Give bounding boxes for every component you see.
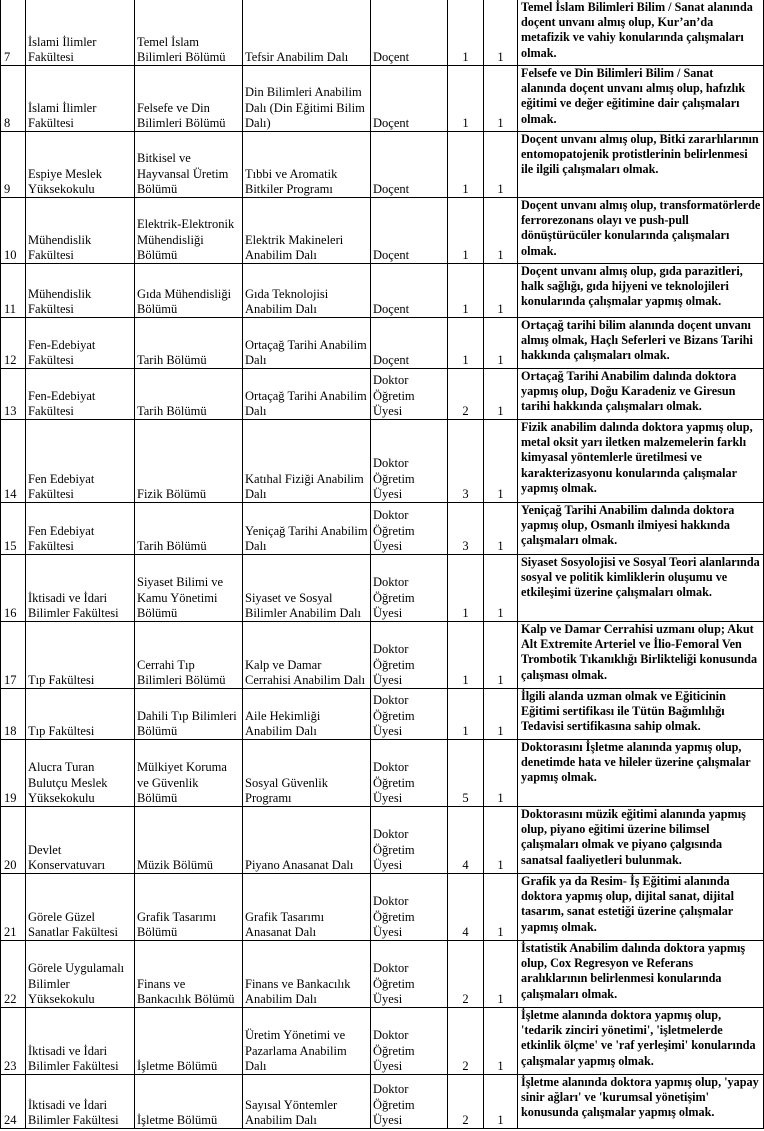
faculty-cell: Devlet Konservatuvarı <box>26 807 135 874</box>
title-cell: Doktor Öğretim Üyesi <box>371 740 448 807</box>
program-cell: Yeniçağ Tarihi Anabilim Dalı <box>243 503 371 555</box>
table-row <box>1 369 764 420</box>
program-cell: Grafik Tasarımı Anasanat Dalı <box>243 874 371 941</box>
faculty-cell: Fen-Edebiyat Fakültesi <box>26 318 135 369</box>
quota-cell: 1 <box>484 66 518 132</box>
department-cell: Fizik Bölümü <box>135 420 243 503</box>
quota-cell: 1 <box>484 198 518 264</box>
row-number: 16 <box>1 555 26 622</box>
table-row <box>1 66 764 132</box>
quota-cell: 1 <box>484 420 518 503</box>
program-cell: Gıda Teknolojisi Anabilim Dalı <box>243 264 371 318</box>
quota-cell: 1 <box>484 264 518 318</box>
count-cell: 3 <box>448 503 484 555</box>
title-cell: Doçent <box>371 66 448 132</box>
row-number: 7 <box>1 0 26 66</box>
count-cell: 1 <box>448 132 484 198</box>
quota-cell: 1 <box>484 555 518 622</box>
table-row <box>1 941 764 1008</box>
program-cell: Ortaçağ Tarihi Anabilim Dalı <box>243 318 371 369</box>
title-cell: Doktor Öğretim Üyesi <box>371 807 448 874</box>
quota-cell: 1 <box>484 132 518 198</box>
count-cell: 1 <box>448 555 484 622</box>
row-number: 22 <box>1 941 26 1008</box>
title-cell: Doçent <box>371 0 448 66</box>
department-cell: Felsefe ve Din Bilimleri Bölümü <box>135 66 243 132</box>
row-number: 8 <box>1 66 26 132</box>
count-cell: 2 <box>448 1008 484 1075</box>
count-cell: 1 <box>448 264 484 318</box>
count-cell: 1 <box>448 689 484 740</box>
row-number: 13 <box>1 369 26 420</box>
department-cell: Tarih Bölümü <box>135 318 243 369</box>
program-cell: Katıhal Fiziği Anabilim Dalı <box>243 420 371 503</box>
department-cell: İşletme Bölümü <box>135 1075 243 1129</box>
department-cell: Tarih Bölümü <box>135 369 243 420</box>
faculty-cell: Espiye Meslek Yüksekokulu <box>26 132 135 198</box>
faculty-cell: Tıp Fakültesi <box>26 689 135 740</box>
description-cell: Ortaçağ tarihi bilim alanında doçent unvanı almış olmak, Haçlı Seferleri ve Bizans Tarihi hakkında çalışmaları olmak. <box>518 318 764 369</box>
department-cell: Tarih Bölümü <box>135 503 243 555</box>
quota-cell: 1 <box>484 0 518 66</box>
row-number: 19 <box>1 740 26 807</box>
description-cell: Yeniçağ Tarihi Anabilim dalında doktora yapmış olup, Osmanlı ilmiyesi hakkında çalışmaları olmak. <box>518 503 764 555</box>
row-number: 18 <box>1 689 26 740</box>
title-cell: Doktor Öğretim Üyesi <box>371 941 448 1008</box>
table-row <box>1 198 764 264</box>
description-cell: Doktorasını müzik eğitimi alanında yapmış olup, piyano eğitimi üzerine bilimsel çalışmaları olmak ve piyano çalgısında sanatsal faaliyetleri bulunmak. <box>518 807 764 874</box>
title-cell: Doçent <box>371 264 448 318</box>
quota-cell: 1 <box>484 689 518 740</box>
program-cell: Sosyal Güvenlik Programı <box>243 740 371 807</box>
faculty-cell: Fen Edebiyat Fakültesi <box>26 503 135 555</box>
faculty-cell: Alucra Turan Bulutçu Meslek Yüksekokulu <box>26 740 135 807</box>
title-cell: Doçent <box>371 198 448 264</box>
table-row <box>1 689 764 740</box>
row-number: 15 <box>1 503 26 555</box>
count-cell: 1 <box>448 318 484 369</box>
quota-cell: 1 <box>484 1008 518 1075</box>
description-cell: Siyaset Sosyolojisi ve Sosyal Teori alanlarında sosyal ve politik kimliklerin oluşumu ve etkileşimi üzerine çalışmaları olmak. <box>518 555 764 622</box>
title-cell: Doktor Öğretim Üyesi <box>371 689 448 740</box>
department-cell: Bitkisel ve Hayvansal Üretim Bölümü <box>135 132 243 198</box>
table-row <box>1 622 764 689</box>
row-number: 17 <box>1 622 26 689</box>
description-cell: Kalp ve Damar Cerrahisi uzmanı olup; Akut Alt Extremite Arteriel ve İlio-Femoral Ven Trombotik Tıkanıklığı Birlikteliği konusunda çalışması olmak. <box>518 622 764 689</box>
faculty-cell: Görele Güzel Sanatlar Fakültesi <box>26 874 135 941</box>
count-cell: 2 <box>448 1075 484 1129</box>
department-cell: Siyaset Bilimi ve Kamu Yönetimi Bölümü <box>135 555 243 622</box>
faculty-cell: Mühendislik Fakültesi <box>26 198 135 264</box>
table-row <box>1 874 764 941</box>
description-cell: Fizik anabilim dalında doktora yapmış olup, metal oksit yarı iletken malzemelerin farklı kimyasal yöntemlerle üretilmesi ve karakterizasyonu konularında çalışmalar yapmış olmak. <box>518 420 764 503</box>
department-cell: Müzik Bölümü <box>135 807 243 874</box>
program-cell: Aile Hekimliği Anabilim Dalı <box>243 689 371 740</box>
department-cell: Gıda Mühendisliği Bölümü <box>135 264 243 318</box>
faculty-cell: Tıp Fakültesi <box>26 622 135 689</box>
row-number: 24 <box>1 1075 26 1129</box>
count-cell: 4 <box>448 807 484 874</box>
quota-cell: 1 <box>484 807 518 874</box>
description-cell: Doktorasını İşletme alanında yapmış olup, denetimde hata ve hileler üzerine çalışmalar yapmış olmak. <box>518 740 764 807</box>
quota-cell: 1 <box>484 1075 518 1129</box>
description-cell: Doçent unvanı almış olup, transformatörlerde ferrorezonans olayı ve push-pull dönüştürücüler konularında çalışmaları olmak. <box>518 198 764 264</box>
department-cell: İşletme Bölümü <box>135 1008 243 1075</box>
table-row <box>1 0 764 66</box>
table-row <box>1 555 764 622</box>
department-cell: Mülkiyet Koruma ve Güvenlik Bölümü <box>135 740 243 807</box>
count-cell: 1 <box>448 0 484 66</box>
row-number: 10 <box>1 198 26 264</box>
title-cell: Doktor Öğretim Üyesi <box>371 369 448 420</box>
program-cell: Din Bilimleri Anabilim Dalı (Din Eğitimi Bilim Dalı) <box>243 66 371 132</box>
department-cell: Elektrik-Elektronik Mühendisliği Bölümü <box>135 198 243 264</box>
positions-table-body <box>1 0 764 1129</box>
row-number: 9 <box>1 132 26 198</box>
count-cell: 5 <box>448 740 484 807</box>
faculty-cell: İslami İlimler Fakültesi <box>26 0 135 66</box>
department-cell: Finans ve Bankacılık Bölümü <box>135 941 243 1008</box>
table-row <box>1 740 764 807</box>
program-cell: Ortaçağ Tarihi Anabilim Dalı <box>243 369 371 420</box>
table-row <box>1 503 764 555</box>
count-cell: 2 <box>448 369 484 420</box>
faculty-cell: İktisadi ve İdari Bilimler Fakültesi <box>26 555 135 622</box>
faculty-cell: Fen Edebiyat Fakültesi <box>26 420 135 503</box>
table-row <box>1 318 764 369</box>
row-number: 14 <box>1 420 26 503</box>
department-cell: Temel İslam Bilimleri Bölümü <box>135 0 243 66</box>
description-cell: İstatistik Anabilim dalında doktora yapmış olup, Cox Regresyon ve Referans aralıklarının belirlenmesi konularında çalışmaları olmak. <box>518 941 764 1008</box>
description-cell: Temel İslam Bilimleri Bilim / Sanat alanında doçent unvanı almış olup, Kur’an’da metafizik ve vahiy konularında çalışmaları olmak. <box>518 0 764 66</box>
count-cell: 1 <box>448 66 484 132</box>
title-cell: Doktor Öğretim Üyesi <box>371 420 448 503</box>
faculty-cell: İktisadi ve İdari Bilimler Fakültesi <box>26 1075 135 1129</box>
quota-cell: 1 <box>484 369 518 420</box>
faculty-cell: Fen-Edebiyat Fakültesi <box>26 369 135 420</box>
count-cell: 2 <box>448 941 484 1008</box>
department-cell: Cerrahi Tıp Bilimleri Bölümü <box>135 622 243 689</box>
row-number: 12 <box>1 318 26 369</box>
program-cell: Siyaset ve Sosyal Bilimler Anabilim Dalı <box>243 555 371 622</box>
faculty-cell: İslami İlimler Fakültesi <box>26 66 135 132</box>
program-cell: Finans ve Bankacılık Anabilim Dalı <box>243 941 371 1008</box>
table-row <box>1 1075 764 1129</box>
description-cell: Felsefe ve Din Bilimleri Bilim / Sanat alanında doçent unvanı almış olup, hafızlık eğitimi ve değer eğitimine dair çalışmaları olmak. <box>518 66 764 132</box>
description-cell: İşletme alanında doktora yapmış olup, 'tedarik zinciri yönetimi', 'işletmelerde etkinlik ölçme' ve 'raf yerleşimi' konularında çalışmalar yapmış olmak. <box>518 1008 764 1075</box>
row-number: 11 <box>1 264 26 318</box>
count-cell: 3 <box>448 420 484 503</box>
table-row <box>1 1008 764 1075</box>
description-cell: İşletme alanında doktora yapmış olup, 'yapay sinir ağları' ve 'kurumsal yönetişim' konusunda çalışmalar yapmış olmak. <box>518 1075 764 1129</box>
description-cell: Grafik ya da Resim- İş Eğitimi alanında doktora yapmış olup, dijital sanat, dijital tasarım, sanat estetiği üzerine çalışmalar yapmış olmak. <box>518 874 764 941</box>
table-row <box>1 132 764 198</box>
count-cell: 4 <box>448 874 484 941</box>
quota-cell: 1 <box>484 318 518 369</box>
table-row <box>1 420 764 503</box>
quota-cell: 1 <box>484 740 518 807</box>
quota-cell: 1 <box>484 622 518 689</box>
title-cell: Doktor Öğretim Üyesi <box>371 1075 448 1129</box>
title-cell: Doktor Öğretim Üyesi <box>371 503 448 555</box>
program-cell: Piyano Anasanat Dalı <box>243 807 371 874</box>
quota-cell: 1 <box>484 503 518 555</box>
quota-cell: 1 <box>484 941 518 1008</box>
title-cell: Doktor Öğretim Üyesi <box>371 622 448 689</box>
title-cell: Doktor Öğretim Üyesi <box>371 555 448 622</box>
quota-cell: 1 <box>484 874 518 941</box>
title-cell: Doktor Öğretim Üyesi <box>371 874 448 941</box>
table-row <box>1 807 764 874</box>
title-cell: Doçent <box>371 318 448 369</box>
row-number: 20 <box>1 807 26 874</box>
faculty-cell: Görele Uygulamalı Bilimler Yüksekokulu <box>26 941 135 1008</box>
program-cell: Kalp ve Damar Cerrahisi Anabilim Dalı <box>243 622 371 689</box>
description-cell: Doçent unvanı almış olup, gıda parazitleri, halk sağlığı, gıda hijyeni ve teknolojileri konularında çalışmalar yapmış olmak. <box>518 264 764 318</box>
count-cell: 1 <box>448 622 484 689</box>
count-cell: 1 <box>448 198 484 264</box>
table-row <box>1 264 764 318</box>
program-cell: Tefsir Anabilim Dalı <box>243 0 371 66</box>
department-cell: Dahili Tıp Bilimleri Bölümü <box>135 689 243 740</box>
description-cell: İlgili alanda uzman olmak ve Eğiticinin Eğitimi sertifikası ile Tütün Bağımlılığı Tedavisi sertifikasına sahip olmak. <box>518 689 764 740</box>
program-cell: Tıbbi ve Aromatik Bitkiler Programı <box>243 132 371 198</box>
title-cell: Doçent <box>371 132 448 198</box>
faculty-cell: İktisadi ve İdari Bilimler Fakültesi <box>26 1008 135 1075</box>
department-cell: Grafik Tasarımı Bölümü <box>135 874 243 941</box>
row-number: 21 <box>1 874 26 941</box>
faculty-cell: Mühendislik Fakültesi <box>26 264 135 318</box>
description-cell: Doçent unvanı almış olup, Bitki zararlılarının entomopatojenik protistlerinin belirlenmesi ile ilgili çalışmaları olmak. <box>518 132 764 198</box>
program-cell: Elektrik Makineleri Anabilim Dalı <box>243 198 371 264</box>
title-cell: Doktor Öğretim Üyesi <box>371 1008 448 1075</box>
description-cell: Ortaçağ Tarihi Anabilim dalında doktora yapmış olup, Doğu Karadeniz ve Giresun tarihi hakkında çalışmaları olmak. <box>518 369 764 420</box>
program-cell: Üretim Yönetimi ve Pazarlama Anabilim Dalı <box>243 1008 371 1075</box>
row-number: 23 <box>1 1008 26 1075</box>
program-cell: Sayısal Yöntemler Anabilim Dalı <box>243 1075 371 1129</box>
